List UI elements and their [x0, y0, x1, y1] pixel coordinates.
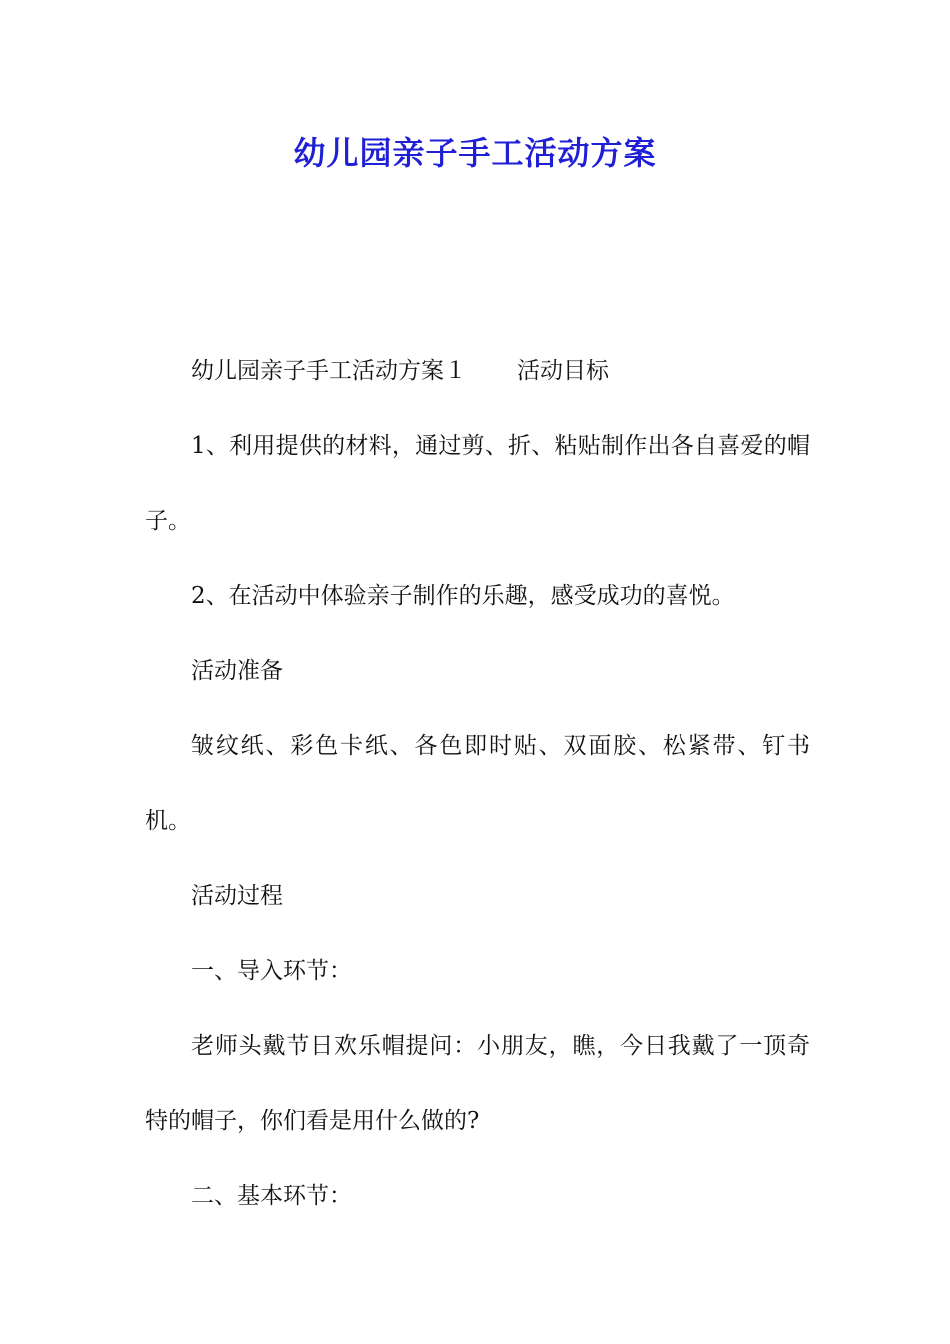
paragraph: 活动过程 [191, 883, 283, 909]
document-title: 幼儿园亲子手工活动方案 [293, 134, 657, 172]
paragraph: 老师头戴节日欢乐帽提问：小朋友，瞧，今日我戴了一顶奇特的帽子，你们看是用什么做的? [145, 1033, 810, 1134]
paragraph: 皱纹纸、彩色卡纸、各色即时贴、双面胶、松紧带、钉书机。 [145, 733, 810, 834]
paragraph: 活动准备 [191, 658, 283, 684]
paragraph: 1、利用提供的材料，通过剪、折、粘贴制作出各自喜爱的帽子。 [145, 433, 810, 534]
paragraph: 一、导入环节： [191, 958, 352, 984]
activity-goal-heading: 活动目标 [517, 358, 609, 384]
paragraph: 2、在活动中体验亲子制作的乐趣，感受成功的喜悦。 [191, 583, 735, 609]
plan-heading: 幼儿园亲子手工活动方案１ [191, 358, 467, 384]
paragraph: 二、基本环节： [191, 1183, 352, 1209]
document-body [145, 334, 810, 1234]
section-heading [145, 334, 810, 409]
